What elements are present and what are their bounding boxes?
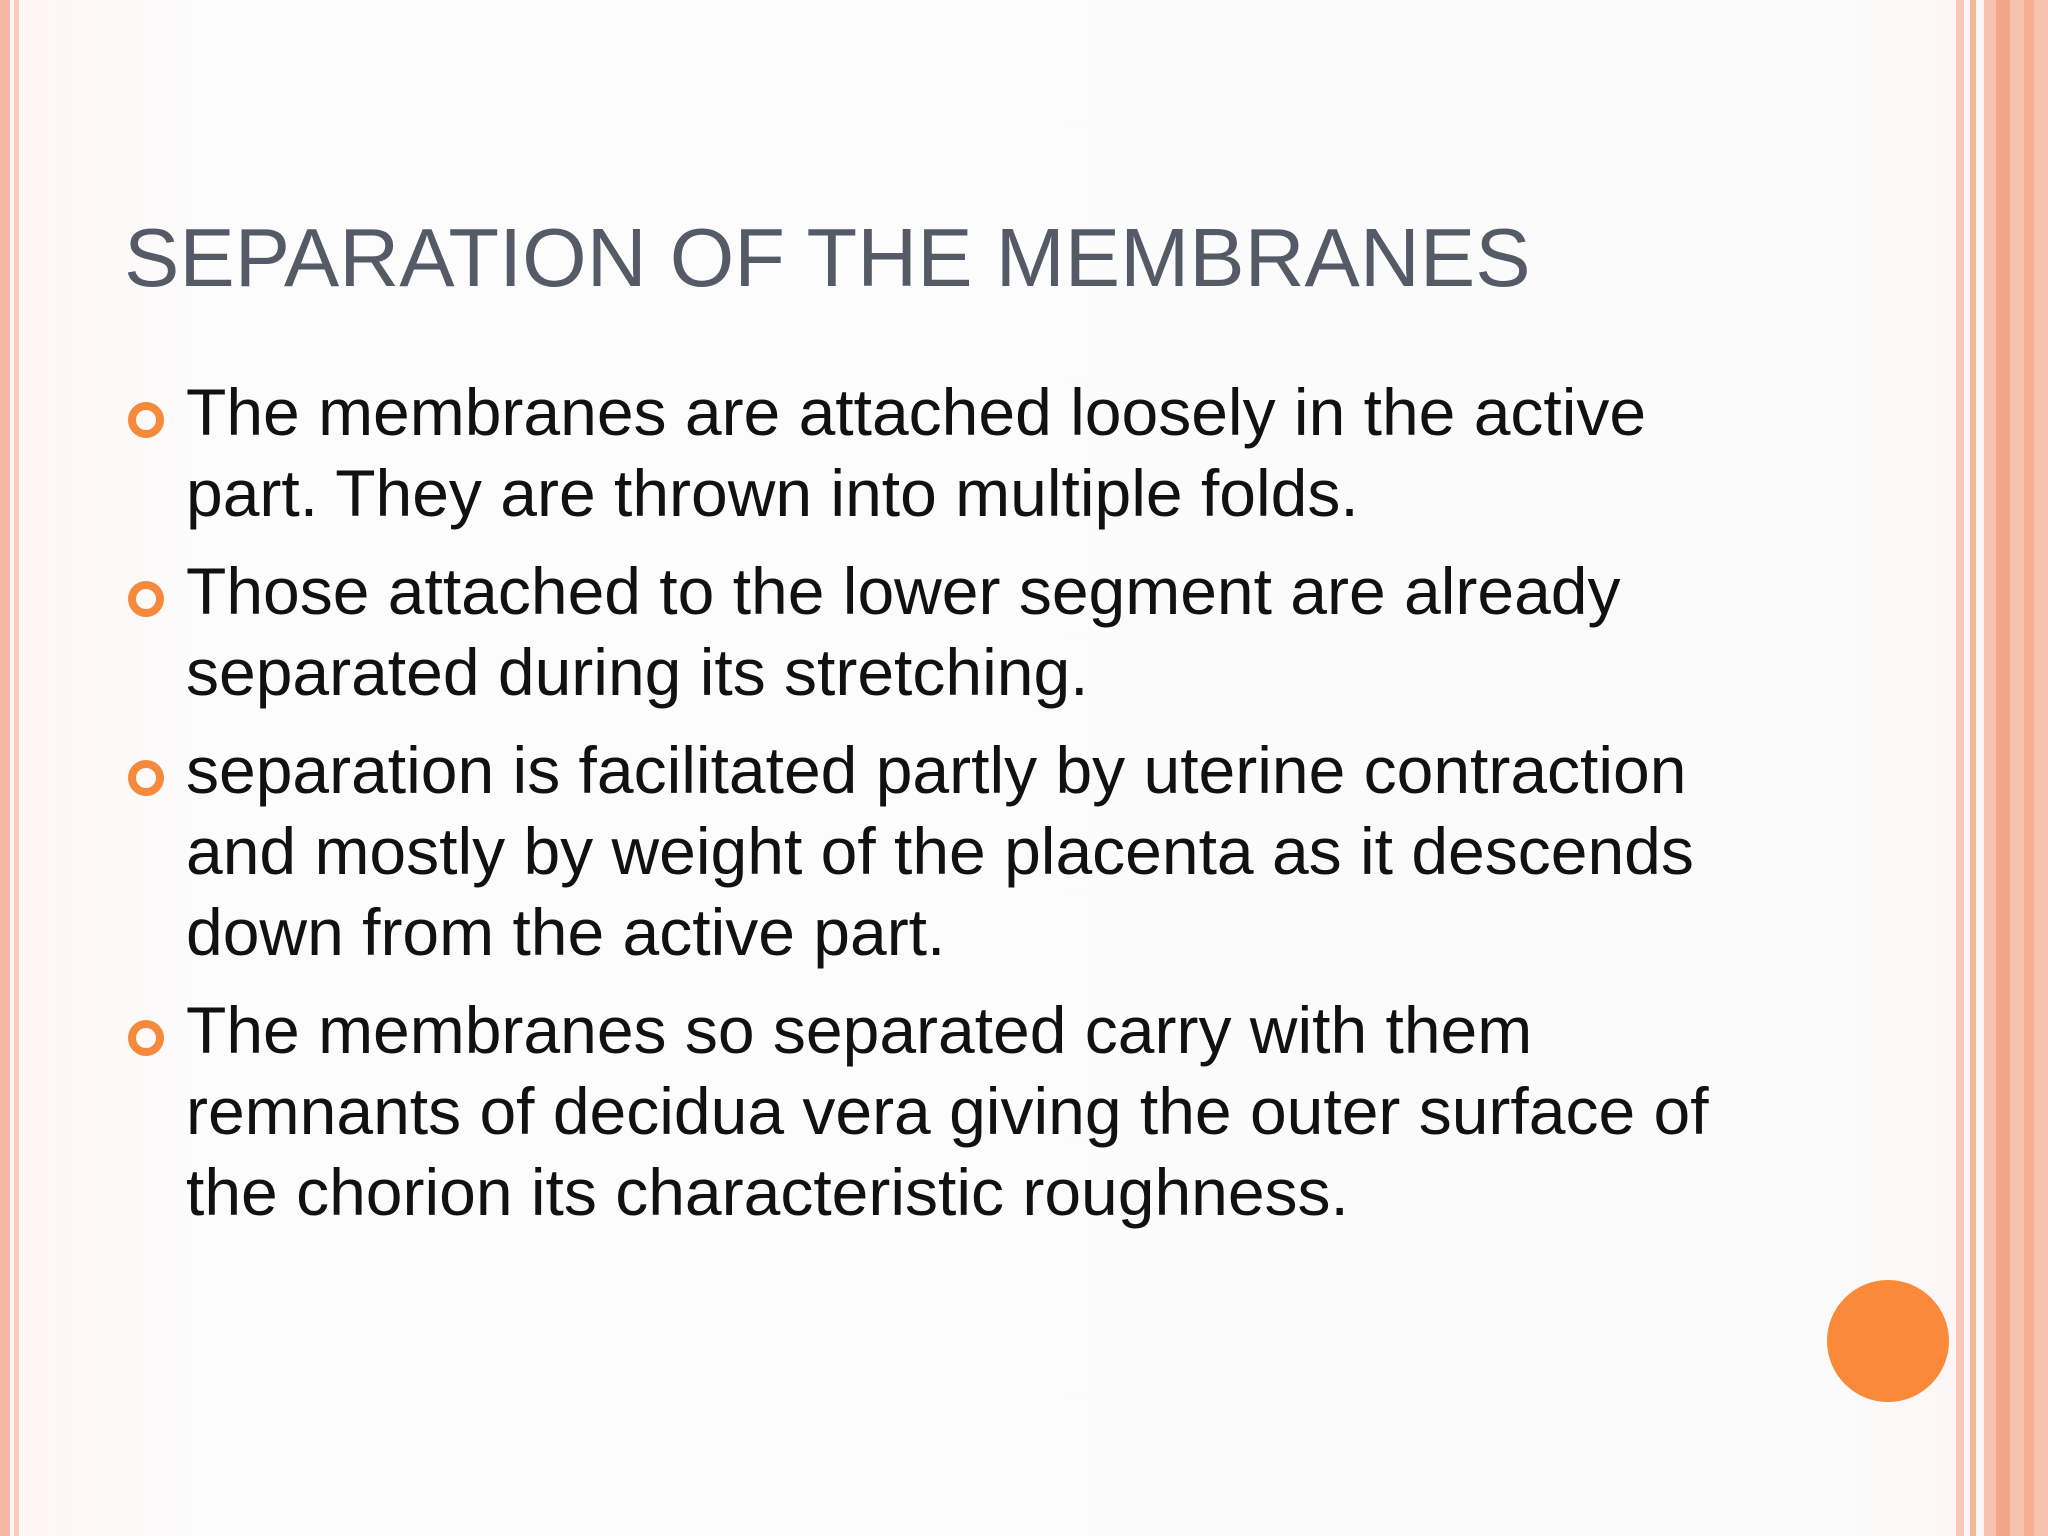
bullet-text: The membranes so separated carry with them remnants of decidua vera giving the outer surface of the chorion its characteristic roughness.	[186, 993, 1709, 1229]
ring-bullet-icon	[128, 402, 164, 438]
bullet-item	[128, 730, 1768, 973]
right-border-stripe-d	[1996, 0, 2010, 1536]
right-border-stripe-c	[1984, 0, 2048, 1536]
bullet-list	[128, 372, 1768, 1250]
right-border-stripe-a	[1956, 0, 1964, 1536]
left-border-stripe-outer	[0, 0, 10, 1536]
bullet-item	[128, 372, 1768, 534]
ring-bullet-icon	[128, 1020, 164, 1056]
bullet-text: Those attached to the lower segment are already separated during its stretching.	[186, 554, 1621, 709]
bullet-item	[128, 990, 1768, 1233]
left-border-stripe-inner	[14, 0, 19, 1536]
bullet-text: The membranes are attached loosely in the active part. They are thrown into multiple folds.	[186, 375, 1647, 530]
ring-bullet-icon	[128, 760, 164, 796]
right-border-stripe-b	[1970, 0, 1976, 1536]
bullet-item	[128, 551, 1768, 713]
bullet-text: separation is facilitated partly by uterine contraction and mostly by weight of the placenta as it descends down from the active part.	[186, 733, 1694, 969]
slide-title: SEPARATION OF THE MEMBRANES	[124, 211, 1531, 304]
ring-bullet-icon	[128, 581, 164, 617]
right-border-stripe-e	[2024, 0, 2034, 1536]
orange-circle-decoration	[1827, 1280, 1949, 1402]
